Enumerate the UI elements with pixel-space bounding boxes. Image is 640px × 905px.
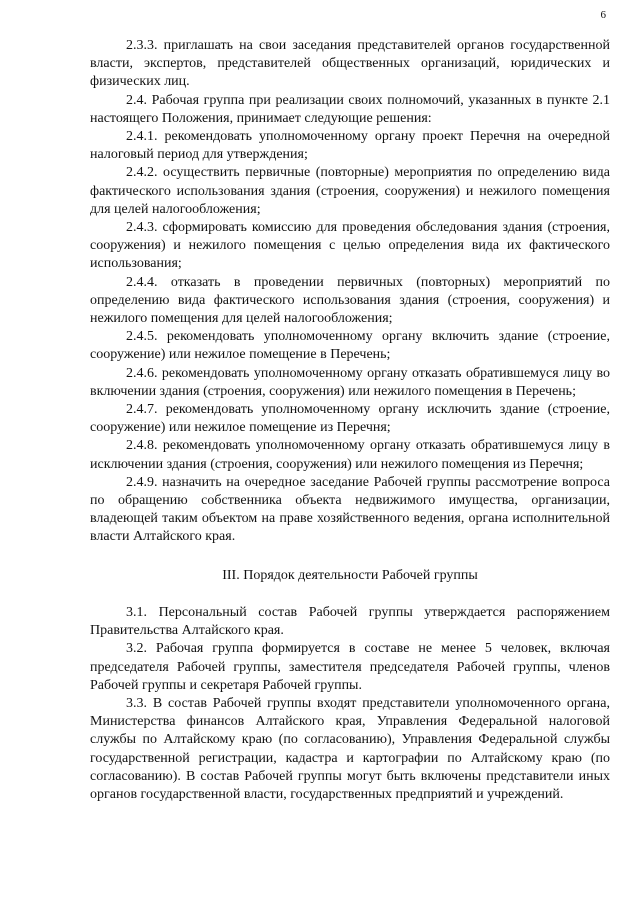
paragraph-2-4-5: 2.4.5. рекомендовать уполномоченному органу включить здание (строение, сооружение) или нежилое помещение в Перечень;	[90, 329, 610, 363]
paragraph-2-3-3: 2.3.3. приглашать на свои заседания представителей органов государственной власти, экспертов, представителей общественных организаций, юридических и физических лиц.	[90, 38, 610, 90]
document-body	[90, 37, 610, 804]
paragraph-3-2: 3.2. Рабочая группа формируется в составе не менее 5 человек, включая председателя Рабочей группы, заместителя председателя Рабочей группы, членов Рабочей группы и секретаря Рабочей группы.	[90, 641, 610, 693]
paragraph-2-4-8: 2.4.8. рекомендовать уполномоченному органу отказать обратившемуся лицу в исключении здания (строения, сооружения) или нежилого помещения из Перечня;	[90, 438, 610, 472]
paragraph-2-4-4: 2.4.4. отказать в проведении первичных (повторных) мероприятий по определению вида фактического использования здания (строения, сооружения) и нежилого помещения для целей налогообложения;	[90, 274, 610, 327]
paragraph-2-4-2: 2.4.2. осуществить первичные (повторные) мероприятия по определению вида фактического использования здания (строения, сооружения) и нежилого помещения для целей налогообложения;	[90, 165, 610, 217]
paragraph-3-3: 3.3. В состав Рабочей группы входят представители уполномоченного органа, Министерства финансов Алтайского края, Управления Федеральной налоговой службы по Алтайскому краю (по согласованию), Управления Федеральной службы государственной регистрации, кадастра и картографии по Алтайскому краю (по согласованию). В состав Рабочей группы могут быть включены представители иных органов государственной власти, государственных предприятий и учреждений.	[90, 695, 610, 802]
page-number: 6	[600, 9, 606, 21]
paragraph-3-1: 3.1. Персональный состав Рабочей группы утверждается распоряжением Правительства Алтайского края.	[90, 604, 610, 639]
paragraph-2-4-3: 2.4.3. сформировать комиссию для проведения обследования здания (строения, сооружения) и нежилого помещения с целью определения вида их фактического использования;	[90, 220, 610, 272]
paragraph-2-4-6: 2.4.6. рекомендовать уполномоченному органу отказать обратившемуся лицу во включении здания (строения, сооружения) или нежилого помещения в Перечень;	[90, 365, 610, 399]
section-heading: III. Порядок деятельности Рабочей группы	[222, 567, 478, 583]
paragraph-2-4-9: 2.4.9. назначить на очередное заседание Рабочей группы рассмотрение вопроса по обращению собственника объекта недвижимого имущества, организации, владеющей таким объектом на праве хозяйственного ведения, органа исполнительной власти Алтайского края.	[90, 474, 610, 545]
paragraph-2-4-7: 2.4.7. рекомендовать уполномоченному органу исключить здание (строение, сооружение) или нежилое помещение из Перечня;	[90, 402, 610, 436]
paragraph-2-4: 2.4. Рабочая группа при реализации своих полномочий, указанных в пункте 2.1 настоящего Положения, принимает следующие решения:	[90, 92, 610, 126]
paragraph-2-4-1: 2.4.1. рекомендовать уполномоченному органу проект Перечня на очередной налоговый период для утверждения;	[90, 129, 610, 163]
